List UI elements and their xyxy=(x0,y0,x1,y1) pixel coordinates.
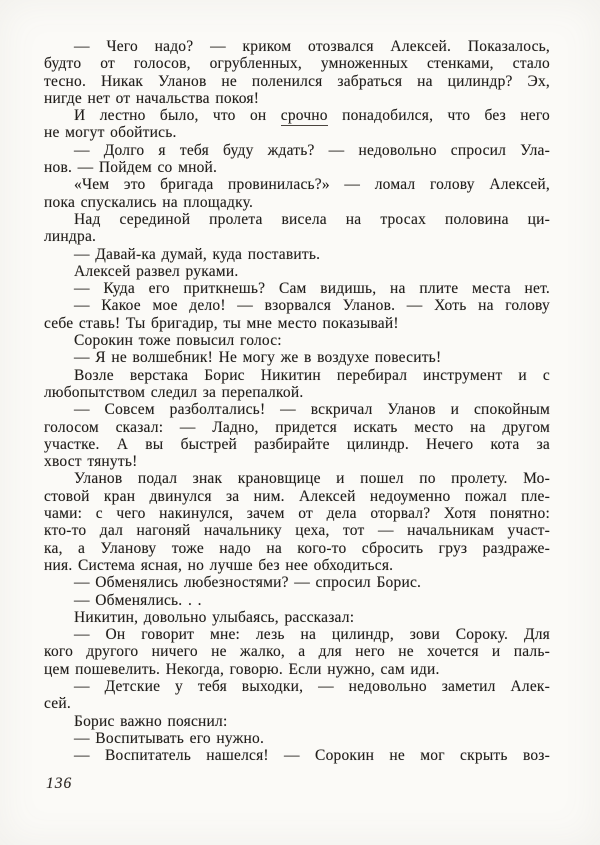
text-line: — Давай-ка думай, куда поставить. xyxy=(74,245,321,263)
text-line: стовой кран двинулся за ним. Алексей недоуменно пожал пле- xyxy=(44,487,550,505)
text-line: Борис важно пояснил: xyxy=(74,712,228,730)
text-line: — Обменялись любезностями? — спросил Борис. xyxy=(74,574,422,592)
text-line: цем пошевелить. Некогда, говорю. Если нужно, сам иди. xyxy=(44,660,440,678)
text-line: И лестно было, что он срочно понадобился, что без него xyxy=(74,107,550,125)
text-line: — Чего надо? — криком отозвался Алексей. Показалось, xyxy=(74,38,550,55)
page-text xyxy=(44,38,550,764)
text-line: Возле верстака Борис Никитин перебирал инструмент и с xyxy=(74,366,550,384)
text-line: участке. А вы быстрей разбирайте цилиндр. Нечего кота за xyxy=(44,435,550,453)
text-line: — Совсем разболтались! — вскричал Уланов и спокойным xyxy=(74,401,550,419)
text-line: — Обменялись. . . xyxy=(74,591,202,609)
text-line: не могут обойтись. xyxy=(44,124,177,142)
text-line: Сорокин тоже повысил голос: xyxy=(74,332,282,350)
text-line: будто от голосов, огрубленных, умноженных стенками, стало xyxy=(44,55,550,73)
text-line: — Долго я тебя буду ждать? — недовольно спросил Ула- xyxy=(74,141,550,159)
text-line: тесно. Никак Уланов не поленился забраться на цилиндр? Эх, xyxy=(44,72,550,90)
text-line: пока спускались на площадку. xyxy=(44,193,254,211)
underlined-word: срочно xyxy=(280,107,328,125)
text-line: сей. xyxy=(44,695,71,713)
text-line: — Я не волшебник! Не могу же в воздухе повесить! xyxy=(74,349,442,367)
text-line: ния. Система ясная, но лучше без нее обходиться. xyxy=(44,556,394,574)
text-line: — Куда его приткнешь? Сам видишь, на плите места нет. xyxy=(74,280,550,298)
text-line: нигде нет от начальства покоя! xyxy=(44,89,260,107)
text-line: Над серединой пролета висела на тросах половина ци- xyxy=(74,210,550,228)
text-line: — Воспитывать его нужно. xyxy=(74,729,265,747)
text-line: — Какое мое дело! — взорвался Уланов. — Хоть на голову xyxy=(74,297,550,315)
text-line: — Воспитатель нашелся! — Сорокин не мог скрыть воз- xyxy=(74,747,550,765)
text-line: хвост тянуть! xyxy=(44,453,138,471)
text-line: — Детские у тебя выходки, — недовольно заметил Алек- xyxy=(74,677,550,695)
text-line: — Он говорит мне: лезь на цилиндр, зови Сороку. Для xyxy=(74,626,550,644)
text-line: чами: с чего накинулся, зачем от дела оторвал? Хотя понятно: xyxy=(44,505,550,523)
text-line: Уланов подал знак крановщице и пошел по пролету. Мо- xyxy=(74,470,550,488)
text-line: «Чем это бригада провинилась?» — ломал голову Алексей, xyxy=(74,176,550,194)
text-line: ка, а Уланову тоже надо на кого-то сбросить груз раздраже- xyxy=(44,539,550,557)
text-line: Алексей развел руками. xyxy=(74,262,239,280)
text-line: себе ставь! Ты бригадир, ты мне место показывай! xyxy=(44,314,399,332)
text-line: Никитин, довольно улыбаясь, рассказал: xyxy=(74,608,355,626)
page-number: 136 xyxy=(46,775,73,792)
text-line: голосом сказал: — Ладно, придется искать место на другом xyxy=(44,418,550,436)
text-line: кто-то дал нагоняй начальнику цеха, тот — начальникам участ- xyxy=(44,522,550,540)
text-line: нов. — Пойдем со мной. xyxy=(44,159,218,177)
text-line: кого другого ничего не жалко, а для него не хочется и паль- xyxy=(44,643,550,661)
text-line: линдра. xyxy=(44,228,97,246)
text-line: любопытством следил за перепалкой. xyxy=(44,383,304,401)
